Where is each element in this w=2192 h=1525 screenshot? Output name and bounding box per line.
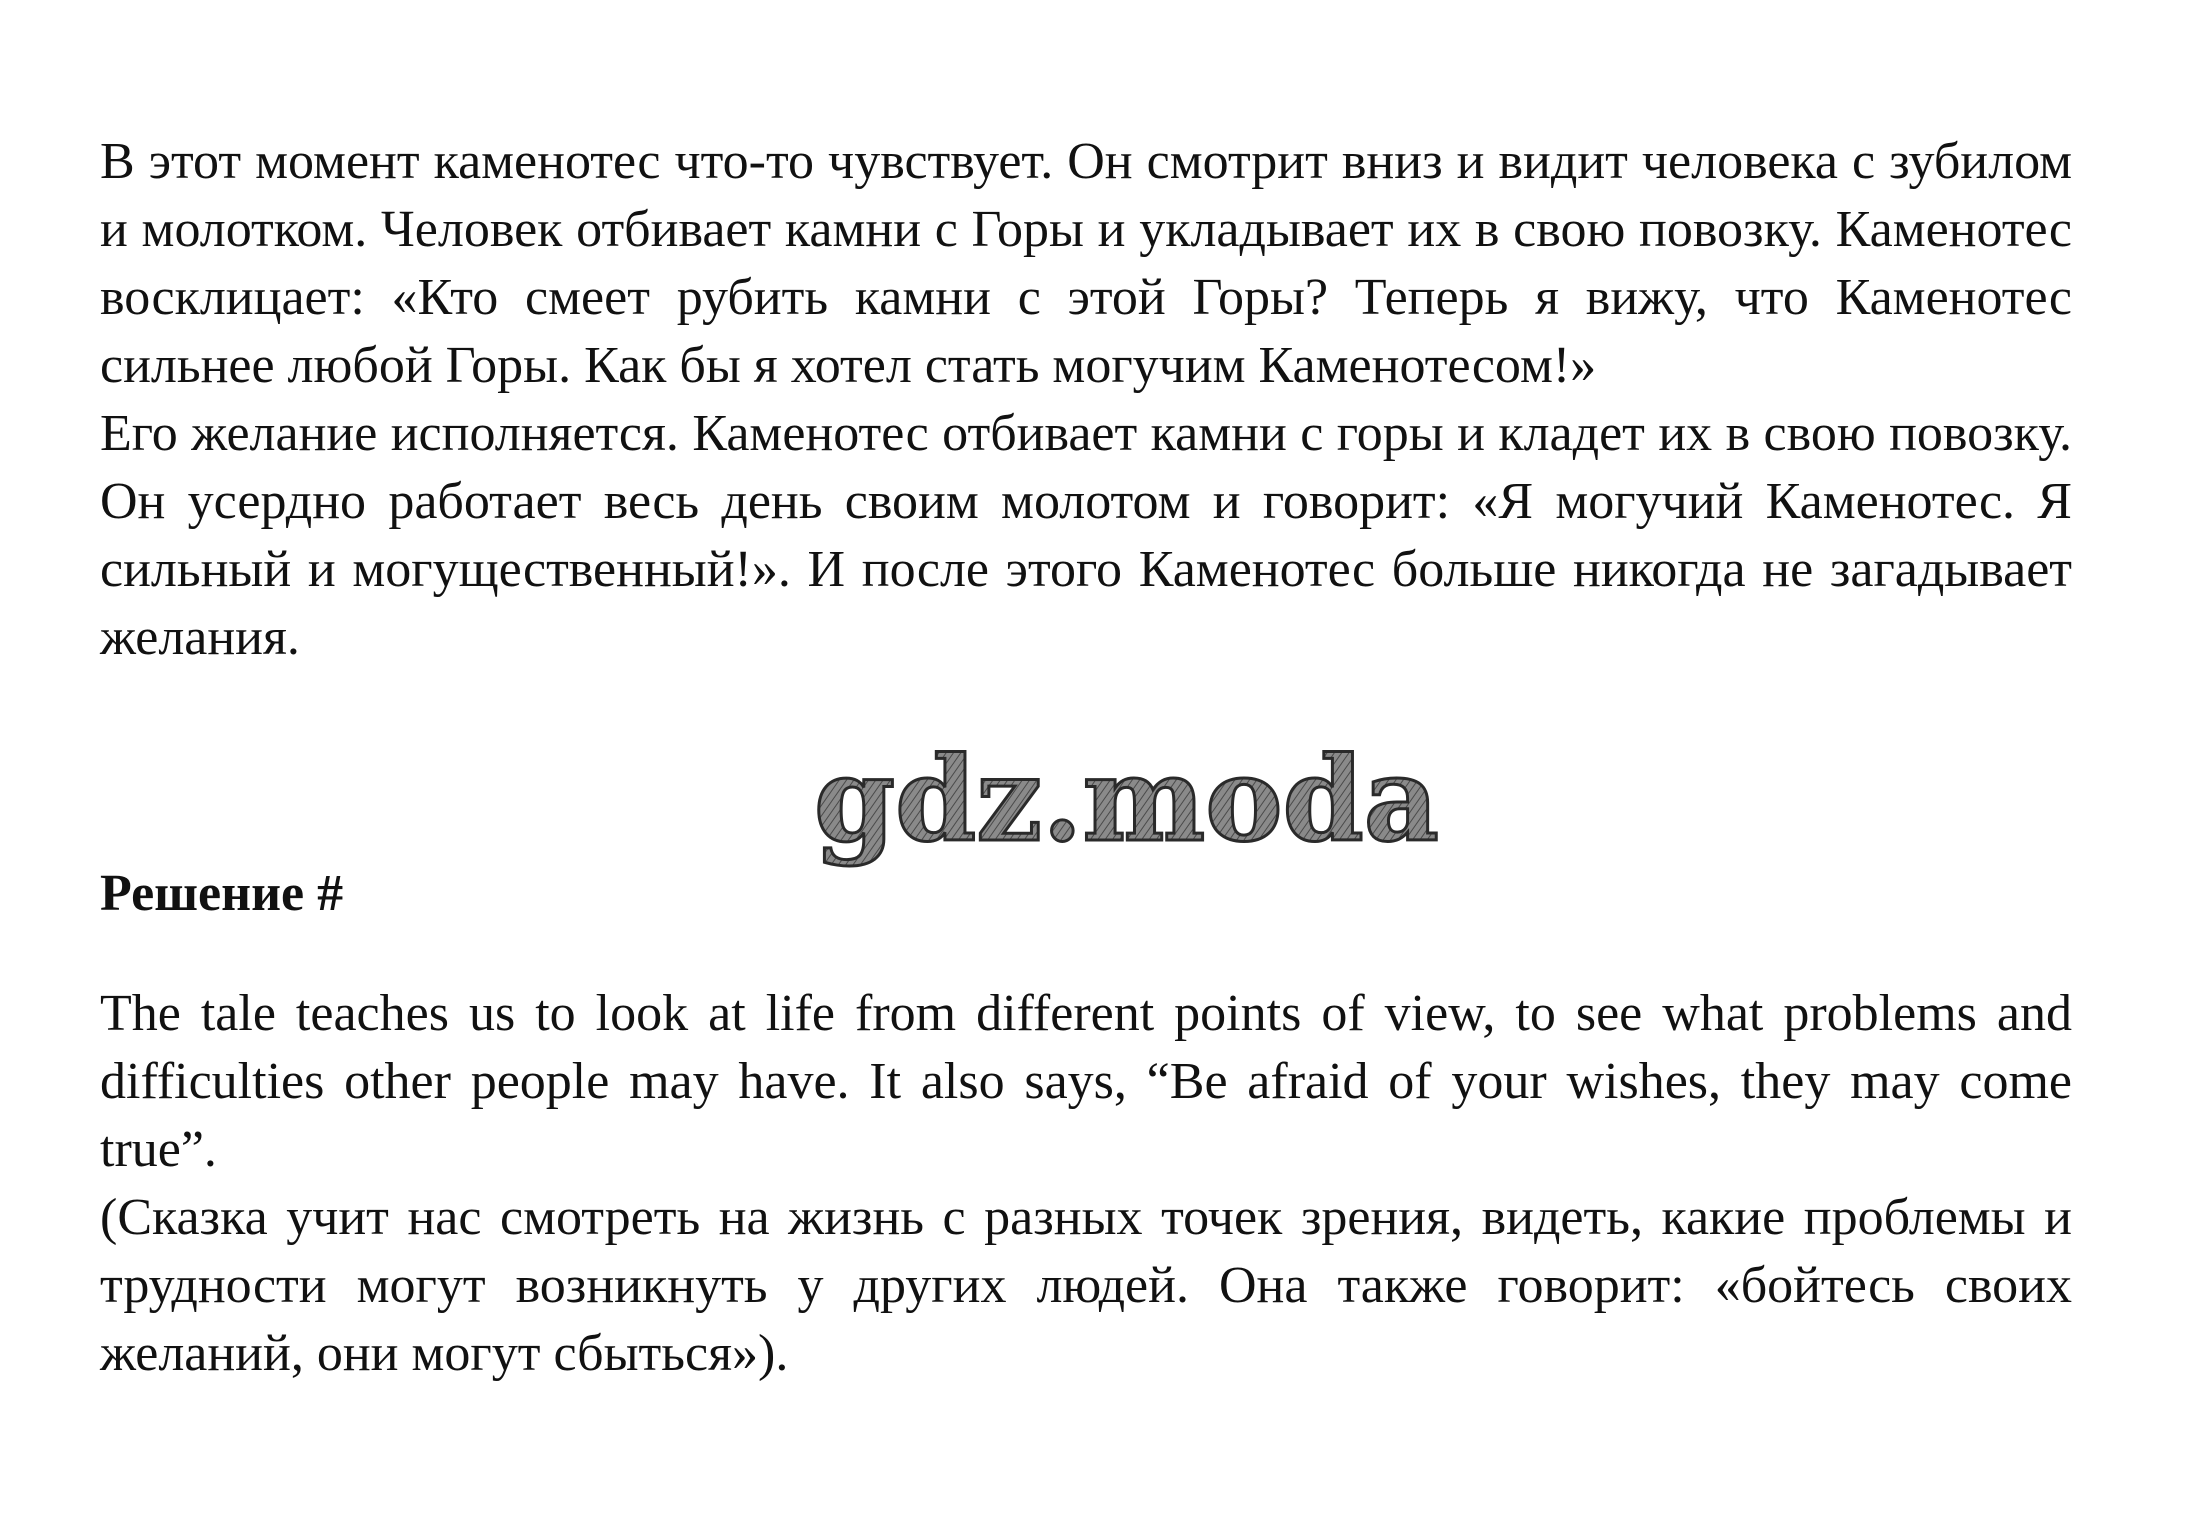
story-text xyxy=(100,128,2072,672)
watermark-logo xyxy=(808,740,1448,880)
solution-text xyxy=(100,980,2072,1388)
answer-russian: (Сказка учит нас смотреть на жизнь с разных точек зрения, видеть, какие проблемы и трудности могут возникнуть у других людей. Она также говорит: «бойтесь своих желаний, они могут сбыться»). xyxy=(100,1189,2072,1382)
story-paragraph-2: Его желание исполняется. Каменотес отбивает камни с горы и кладет их в свою повозку. Он усердно работает весь день своим молотом и говорит: «Я могучий Каменотес. Я сильный и могущественный!». И после этого Каменотес больше никогда не загадывает желания. xyxy=(100,405,2072,666)
watermark-text: gdz.moda xyxy=(814,740,1439,868)
watermark-logo-graphic xyxy=(808,740,1448,880)
answer-english: The tale teaches us to look at life from different points of view, to see what problems and difficulties other people may have. It also says, “Be afraid of your wishes, they may come true”. xyxy=(100,985,2072,1178)
story-paragraph-1: В этот момент каменотес что-то чувствует. Он смотрит вниз и видит человека с зубилом и молотком. Человек отбивает камни с Горы и укладывает их в свою повозку. Каменотес восклицает: «Кто смеет рубить камни с этой Горы? Теперь я вижу, что Каменотес сильнее любой Горы. Как бы я хотел стать могучим Каменотесом!» xyxy=(100,133,2072,394)
solution-heading: Решение # xyxy=(100,865,344,922)
